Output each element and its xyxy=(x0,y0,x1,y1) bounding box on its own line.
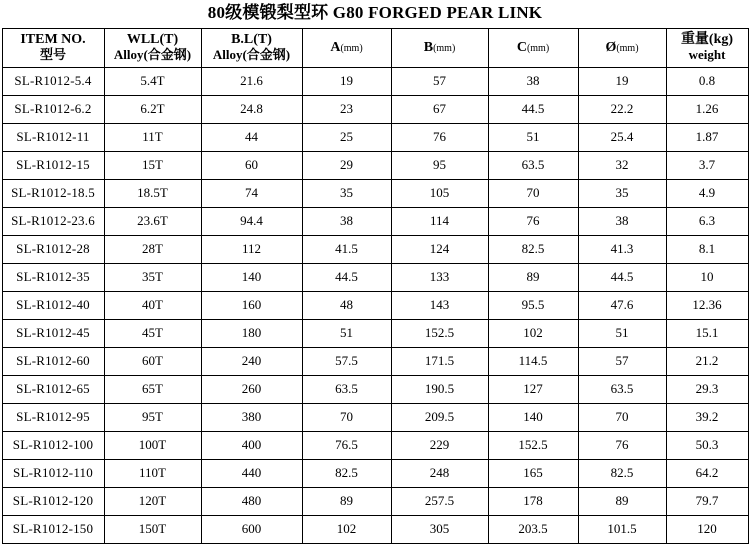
cell-a: 70 xyxy=(302,403,391,431)
cell-bl: 24.8 xyxy=(201,95,302,123)
table-row xyxy=(2,179,748,207)
cell-a: 29 xyxy=(302,151,391,179)
column-header-line2: Alloy(合金钢) xyxy=(212,47,291,63)
cell-weight: 29.3 xyxy=(666,375,748,403)
cell-b: 190.5 xyxy=(391,375,488,403)
column-header-unit: (mm) xyxy=(433,42,456,54)
cell-a: 44.5 xyxy=(302,263,391,291)
column-header-line2: 型号 xyxy=(39,47,66,63)
cell-diameter: 82.5 xyxy=(578,459,666,487)
cell-item-no: SL-R1012-6.2 xyxy=(2,95,104,123)
cell-bl: 600 xyxy=(201,515,302,543)
cell-item-no: SL-R1012-45 xyxy=(2,319,104,347)
cell-weight: 4.9 xyxy=(666,179,748,207)
cell-wll: 120T xyxy=(104,487,201,515)
column-header-line2: weight xyxy=(688,47,726,63)
cell-item-no: SL-R1012-23.6 xyxy=(2,207,104,235)
cell-a: 35 xyxy=(302,179,391,207)
cell-diameter: 44.5 xyxy=(578,263,666,291)
table-row xyxy=(2,123,748,151)
cell-bl: 140 xyxy=(201,263,302,291)
cell-wll: 150T xyxy=(104,515,201,543)
cell-bl: 240 xyxy=(201,347,302,375)
cell-item-no: SL-R1012-40 xyxy=(2,291,104,319)
cell-weight: 1.87 xyxy=(666,123,748,151)
cell-diameter: 70 xyxy=(578,403,666,431)
table-row xyxy=(2,235,748,263)
cell-item-no: SL-R1012-110 xyxy=(2,459,104,487)
cell-bl: 400 xyxy=(201,431,302,459)
cell-a: 57.5 xyxy=(302,347,391,375)
cell-b: 248 xyxy=(391,459,488,487)
cell-weight: 120 xyxy=(666,515,748,543)
cell-item-no: SL-R1012-11 xyxy=(2,123,104,151)
cell-a: 76.5 xyxy=(302,431,391,459)
column-header-wll xyxy=(104,28,201,67)
cell-diameter: 51 xyxy=(578,319,666,347)
cell-weight: 6.3 xyxy=(666,207,748,235)
cell-wll: 40T xyxy=(104,291,201,319)
column-header-line1: 重量(kg) xyxy=(680,32,734,48)
column-header-line1: Ø xyxy=(605,39,617,55)
column-header-b xyxy=(391,28,488,67)
cell-item-no: SL-R1012-95 xyxy=(2,403,104,431)
cell-bl: 380 xyxy=(201,403,302,431)
column-header-line1: A xyxy=(330,39,341,55)
cell-b: 171.5 xyxy=(391,347,488,375)
cell-item-no: SL-R1012-5.4 xyxy=(2,67,104,95)
column-header-line2: Alloy(合金钢) xyxy=(113,47,192,63)
cell-diameter: 38 xyxy=(578,207,666,235)
cell-a: 23 xyxy=(302,95,391,123)
cell-bl: 112 xyxy=(201,235,302,263)
cell-weight: 21.2 xyxy=(666,347,748,375)
cell-wll: 6.2T xyxy=(104,95,201,123)
table-row xyxy=(2,375,748,403)
cell-wll: 5.4T xyxy=(104,67,201,95)
cell-diameter: 47.6 xyxy=(578,291,666,319)
cell-a: 63.5 xyxy=(302,375,391,403)
cell-bl: 60 xyxy=(201,151,302,179)
specification-table xyxy=(2,28,749,544)
cell-b: 114 xyxy=(391,207,488,235)
cell-b: 257.5 xyxy=(391,487,488,515)
cell-bl: 94.4 xyxy=(201,207,302,235)
cell-b: 229 xyxy=(391,431,488,459)
cell-a: 102 xyxy=(302,515,391,543)
cell-a: 89 xyxy=(302,487,391,515)
cell-c: 114.5 xyxy=(488,347,578,375)
cell-bl: 480 xyxy=(201,487,302,515)
cell-bl: 74 xyxy=(201,179,302,207)
cell-weight: 39.2 xyxy=(666,403,748,431)
cell-wll: 18.5T xyxy=(104,179,201,207)
cell-diameter: 41.3 xyxy=(578,235,666,263)
cell-wll: 28T xyxy=(104,235,201,263)
cell-item-no: SL-R1012-28 xyxy=(2,235,104,263)
column-header-line1: C xyxy=(516,39,527,55)
column-header-diameter xyxy=(578,28,666,67)
cell-bl: 44 xyxy=(201,123,302,151)
cell-item-no: SL-R1012-60 xyxy=(2,347,104,375)
cell-wll: 65T xyxy=(104,375,201,403)
cell-b: 67 xyxy=(391,95,488,123)
cell-wll: 15T xyxy=(104,151,201,179)
table-row xyxy=(2,403,748,431)
cell-diameter: 89 xyxy=(578,487,666,515)
cell-wll: 110T xyxy=(104,459,201,487)
table-row xyxy=(2,515,748,543)
page-title: 80级模锻梨型环 G80 FORGED PEAR LINK xyxy=(207,3,543,22)
cell-item-no: SL-R1012-65 xyxy=(2,375,104,403)
column-header-line1: WLL(T) xyxy=(126,32,179,48)
cell-wll: 45T xyxy=(104,319,201,347)
cell-b: 143 xyxy=(391,291,488,319)
table-header-row xyxy=(2,28,748,67)
cell-item-no: SL-R1012-35 xyxy=(2,263,104,291)
table-body xyxy=(2,67,748,543)
cell-b: 305 xyxy=(391,515,488,543)
cell-diameter: 32 xyxy=(578,151,666,179)
column-header-line1: B.L(T) xyxy=(231,32,272,48)
cell-b: 57 xyxy=(391,67,488,95)
cell-weight: 79.7 xyxy=(666,487,748,515)
cell-a: 41.5 xyxy=(302,235,391,263)
cell-bl: 440 xyxy=(201,459,302,487)
cell-c: 127 xyxy=(488,375,578,403)
cell-a: 38 xyxy=(302,207,391,235)
cell-c: 203.5 xyxy=(488,515,578,543)
column-header-unit: (mm) xyxy=(340,42,363,54)
cell-bl: 160 xyxy=(201,291,302,319)
cell-weight: 0.8 xyxy=(666,67,748,95)
cell-wll: 23.6T xyxy=(104,207,201,235)
cell-weight: 15.1 xyxy=(666,319,748,347)
cell-b: 209.5 xyxy=(391,403,488,431)
cell-bl: 21.6 xyxy=(201,67,302,95)
column-header-item-no xyxy=(2,28,104,67)
cell-c: 140 xyxy=(488,403,578,431)
table-row xyxy=(2,431,748,459)
cell-weight: 12.36 xyxy=(666,291,748,319)
cell-c: 178 xyxy=(488,487,578,515)
cell-wll: 60T xyxy=(104,347,201,375)
cell-weight: 64.2 xyxy=(666,459,748,487)
cell-b: 76 xyxy=(391,123,488,151)
cell-weight: 8.1 xyxy=(666,235,748,263)
cell-wll: 100T xyxy=(104,431,201,459)
table-row xyxy=(2,263,748,291)
cell-b: 105 xyxy=(391,179,488,207)
table-row xyxy=(2,151,748,179)
cell-a: 51 xyxy=(302,319,391,347)
cell-diameter: 19 xyxy=(578,67,666,95)
column-header-bl xyxy=(201,28,302,67)
cell-b: 124 xyxy=(391,235,488,263)
cell-wll: 11T xyxy=(104,123,201,151)
cell-item-no: SL-R1012-150 xyxy=(2,515,104,543)
cell-c: 51 xyxy=(488,123,578,151)
cell-bl: 260 xyxy=(201,375,302,403)
table-row xyxy=(2,347,748,375)
cell-c: 63.5 xyxy=(488,151,578,179)
column-header-unit: (mm) xyxy=(616,42,639,54)
table-row xyxy=(2,487,748,515)
cell-wll: 95T xyxy=(104,403,201,431)
cell-c: 95.5 xyxy=(488,291,578,319)
cell-diameter: 35 xyxy=(578,179,666,207)
table-row xyxy=(2,95,748,123)
cell-wll: 35T xyxy=(104,263,201,291)
cell-a: 48 xyxy=(302,291,391,319)
cell-item-no: SL-R1012-120 xyxy=(2,487,104,515)
table-row xyxy=(2,459,748,487)
cell-c: 44.5 xyxy=(488,95,578,123)
cell-a: 82.5 xyxy=(302,459,391,487)
column-header-weight xyxy=(666,28,748,67)
column-header-line1: ITEM NO. xyxy=(20,32,86,48)
cell-b: 95 xyxy=(391,151,488,179)
cell-item-no: SL-R1012-100 xyxy=(2,431,104,459)
cell-c: 70 xyxy=(488,179,578,207)
column-header-line1: B xyxy=(423,39,434,55)
column-header-a xyxy=(302,28,391,67)
cell-diameter: 22.2 xyxy=(578,95,666,123)
cell-b: 152.5 xyxy=(391,319,488,347)
cell-c: 38 xyxy=(488,67,578,95)
cell-diameter: 76 xyxy=(578,431,666,459)
cell-diameter: 63.5 xyxy=(578,375,666,403)
cell-diameter: 57 xyxy=(578,347,666,375)
table-header xyxy=(2,28,748,67)
table-row xyxy=(2,67,748,95)
cell-a: 25 xyxy=(302,123,391,151)
table-row xyxy=(2,207,748,235)
cell-weight: 50.3 xyxy=(666,431,748,459)
cell-c: 82.5 xyxy=(488,235,578,263)
table-row xyxy=(2,291,748,319)
cell-c: 89 xyxy=(488,263,578,291)
cell-weight: 1.26 xyxy=(666,95,748,123)
cell-a: 19 xyxy=(302,67,391,95)
column-header-unit: (mm) xyxy=(526,42,550,54)
cell-item-no: SL-R1012-15 xyxy=(2,151,104,179)
column-header-c xyxy=(488,28,578,67)
cell-diameter: 25.4 xyxy=(578,123,666,151)
table-row xyxy=(2,319,748,347)
cell-c: 152.5 xyxy=(488,431,578,459)
cell-c: 76 xyxy=(488,207,578,235)
cell-weight: 3.7 xyxy=(666,151,748,179)
cell-bl: 180 xyxy=(201,319,302,347)
cell-diameter: 101.5 xyxy=(578,515,666,543)
cell-c: 165 xyxy=(488,459,578,487)
cell-b: 133 xyxy=(391,263,488,291)
cell-c: 102 xyxy=(488,319,578,347)
cell-item-no: SL-R1012-18.5 xyxy=(2,179,104,207)
cell-weight: 10 xyxy=(666,263,748,291)
